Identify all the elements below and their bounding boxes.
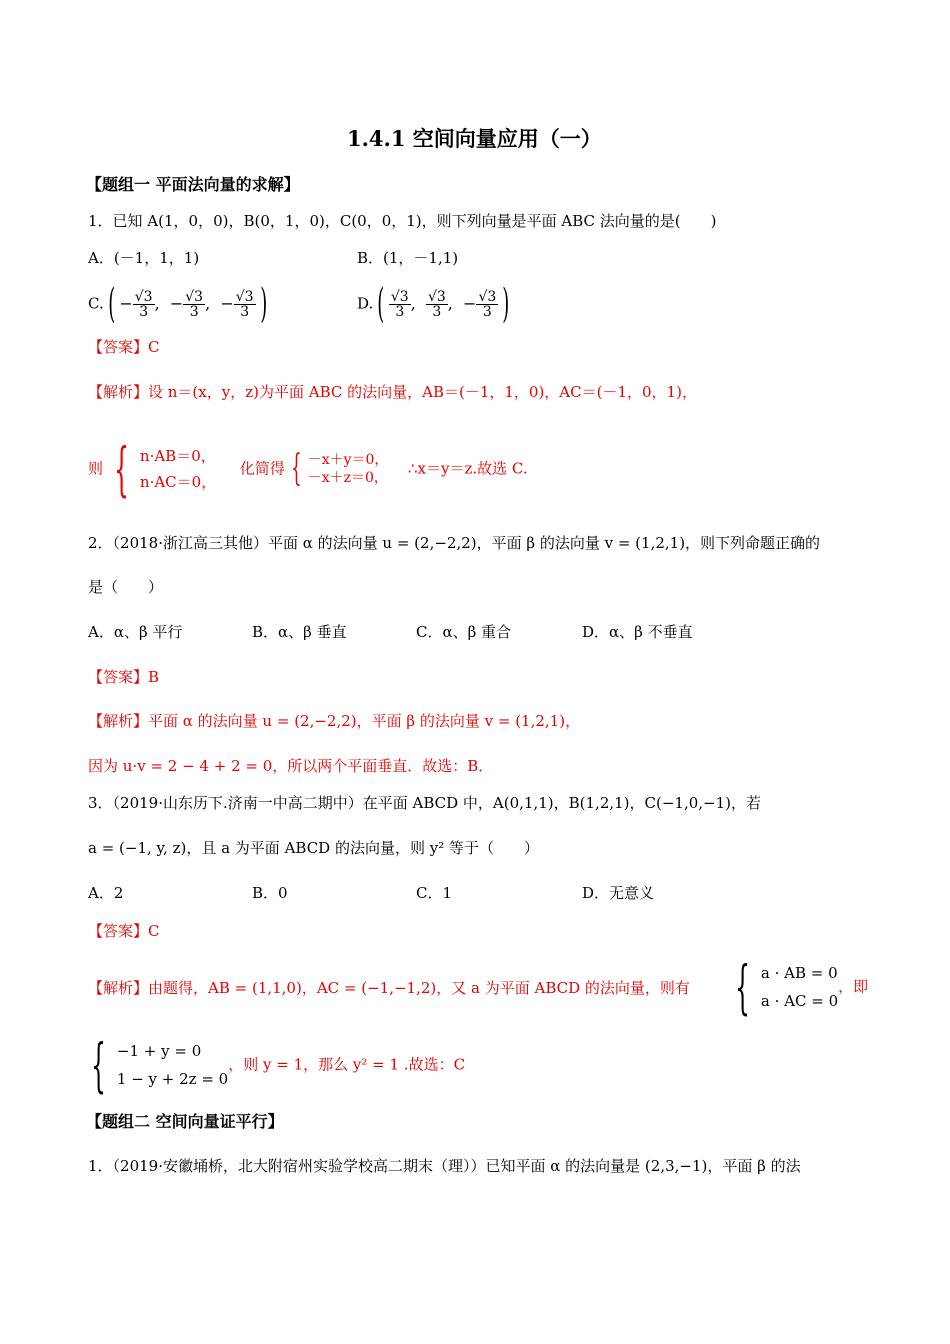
- q2-answer: 【答案】B: [88, 668, 160, 686]
- q3-stem-line2: a = (−1, y, z)，且 a 为平面 ABCD 的法向量，则 y² 等于（ ）: [88, 839, 539, 857]
- q1-analysis-1: 【解析】设 n＝(x，y，z)为平面 ABC 的法向量，AB＝(－1，1，0)，AC＝(－1，0，1)，: [88, 383, 697, 401]
- q2-stem-line2: 是（ ）: [88, 578, 164, 596]
- fraction: $\frac{√3}{3}$: [185, 288, 204, 320]
- q3-option-d: D．无意义: [582, 884, 655, 902]
- q3-option-c: C．1: [416, 884, 453, 902]
- q2-option-b: B．α、β 垂直: [252, 623, 347, 641]
- q2-option-a: A．α、β 平行: [88, 623, 183, 641]
- q1-option-c-label: C.: [88, 294, 104, 313]
- q3-answer: 【答案】C: [88, 922, 160, 940]
- section-heading-2: 【题组二 空间向量证平行】: [86, 1112, 284, 1131]
- section-heading-1: 【题组一 平面法向量的求解】: [86, 175, 300, 194]
- fraction: $\frac{√3}{3}$: [478, 288, 497, 320]
- q1-option-a: A．(－1，1，1): [88, 249, 200, 267]
- q1-ze: 则: [88, 459, 104, 478]
- q3-analysis-2: ，则 y = 1，那么 y² = 1 .故选：C: [228, 1055, 466, 1074]
- q1-stem: 1．已知 A(1，0，0)，B(0，1，0)，C(0，0，1)，则下列向量是平面 ABC 法向量的是( ): [88, 212, 717, 230]
- q1-option-b: B．(1，－1,1): [357, 249, 459, 267]
- equation-system: n·AB＝0， n·AC＝0，: [139, 447, 217, 491]
- q1-simplify: 化简得: [239, 459, 285, 478]
- q1-analysis-system: 则 { n·AB＝0， n·AC＝0， 化简得 { －x＋y＝0， －x＋z＝0， ∴x＝y＝z.故选 C.: [88, 435, 528, 503]
- q2-analysis-2: 因为 u·v = 2 − 4 + 2 = 0，所以两个平面垂直．故选：B．: [88, 757, 494, 775]
- equation-system: －x＋y＝0， －x＋z＝0，: [307, 452, 389, 486]
- fraction: $\frac{√3}{3}$: [390, 288, 409, 320]
- q2-option-d: D．α、β 不垂直: [582, 623, 693, 641]
- q2-stem-line1: 2．（2018·浙江高三其他）平面 α 的法向量 u = (2,−2,2)，平面 β 的法向量 v = (1,2,1)，则下列命题正确的: [88, 534, 821, 552]
- q1-option-c: C. ( − $\frac{√3}{3}$ , − $\frac{√3}{3}$ , − $\frac{√3}{3}$ ): [88, 281, 267, 327]
- q3-option-b: B．0: [252, 884, 288, 902]
- q1-conclusion: ∴x＝y＝z.故选 C.: [407, 459, 528, 478]
- q1-option-d-label: D.: [357, 294, 374, 313]
- q1-answer: 【答案】C: [88, 338, 160, 356]
- q3-analysis-1: 【解析】由题得，AB = (1,1,0)，AC = (−1,−1,2)，又 a 为平面 ABCD 的法向量，则有: [88, 979, 690, 997]
- q3-analysis-system: { a · AB = 0 a · AC = 0 ，即: [735, 953, 869, 1021]
- fraction: $\frac{√3}{3}$: [134, 288, 153, 320]
- q3-ji: ，即: [838, 977, 869, 996]
- q4-stem-line1: 1．（2019·安徽埇桥，北大附宿州实验学校高二期末（理））已知平面 α 的法向量是 (2,3,−1)，平面 β 的法: [88, 1157, 801, 1175]
- page-title: 1.4.1 空间向量应用（一）: [347, 126, 602, 151]
- q3-analysis-system-2: { −1 + y = 0 1 − y + 2z = 0 ，则 y = 1，那么 y² = 1 .故选：C: [91, 1031, 466, 1099]
- q1-option-d: D. ( $\frac{√3}{3}$ , $\frac{√3}{3}$ , − $\frac{√3}{3}$ ): [357, 281, 510, 327]
- equation-system: −1 + y = 0 1 − y + 2z = 0: [116, 1042, 229, 1088]
- equation-system: a · AB = 0 a · AC = 0: [760, 964, 839, 1010]
- q2-option-c: C．α、β 重合: [416, 623, 512, 641]
- q3-stem-line1: 3．（2019·山东历下.济南一中高二期中）在平面 ABCD 中，A(0,1,1)，B(1,2,1)，C(−1,0,−1)，若: [88, 794, 762, 812]
- q3-option-a: A．2: [88, 884, 124, 902]
- fraction: $\frac{√3}{3}$: [235, 288, 254, 320]
- q2-analysis-1: 【解析】平面 α 的法向量 u = (2,−2,2)，平面 β 的法向量 v = (1,2,1)，: [88, 712, 581, 730]
- fraction: $\frac{√3}{3}$: [427, 288, 446, 320]
